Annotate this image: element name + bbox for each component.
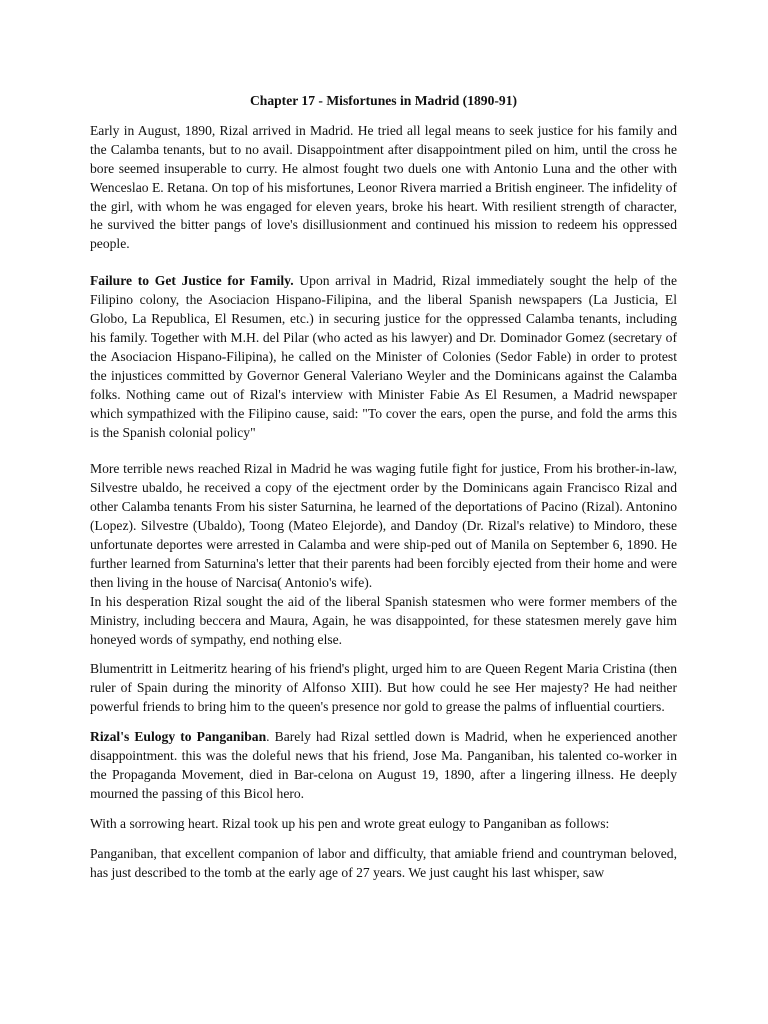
paragraph-eulogy [90, 728, 677, 804]
paragraph-text: In his desperation Rizal sought the aid of the liberal Spanish statesmen who were former members of the Ministry, including beccera and Maura, Again, he was disappointed, for these statesmen merely gave him honeyed words of sympathy, end nothing else. [90, 593, 677, 647]
paragraph-intro [90, 122, 677, 254]
paragraph-text: Early in August, 1890, Rizal arrived in Madrid. He tried all legal means to seek justice for his family and the Calamba tenants, but to no avail. Disappointment after disappointment piled on him, until the cross he bore seemed insuperable to curry. He almost fought two duels one with Antonio Luna and the other with Wenceslao E. Retana. On top of his misfortunes, Leonor Rivera married a British engineer. The infidelity of the girl, with whom he was engaged for eleven years, broke his heart. With resilient strength of character, he survived the bitter pangs of love's disillusionment and continued his mission to redeem his oppressed people. [90, 122, 677, 252]
paragraph-text: With a sorrowing heart. Rizal took up his pen and wrote great eulogy to Panganiban as follows: [90, 815, 610, 831]
section-heading-failure-justice: Failure to Get Justice for Family. [90, 273, 294, 289]
paragraph-text: . Barely had Rizal settled down is Madrid, when he experienced another disappointment. this was the doleful news that his friend, Jose Ma. Panganiban, his talented co-worker in the Propaganda Movement, died in Bar-celona on August 19, 1890, after a lingering illness. He deeply mourned the passing of this Bicol hero. [90, 729, 677, 801]
paragraph-terrible-news [90, 460, 677, 592]
section-heading-eulogy: Rizal's Eulogy to Panganiban [90, 729, 267, 745]
paragraph-text: Blumentritt in Leitmeritz hearing of his friend's plight, urged him to are Queen Regent Maria Cristina (then ruler of Spain during the minority of Alfonso XIII). But how could he see Her majesty? He had neither powerful friends to bring him to the queen's presence nor gold to grease the palms of influential courtiers. [90, 661, 677, 715]
paragraph-failure-justice [90, 272, 677, 442]
chapter-title: Chapter 17 - Misfortunes in Madrid (1890-91) [249, 93, 518, 108]
paragraph-sorrowing-heart [90, 815, 677, 834]
document-page [90, 92, 677, 883]
paragraph-eulogy-quote [90, 845, 677, 883]
paragraph-text: Panganiban, that excellent companion of labor and difficulty, that amiable friend and countryman beloved, has just described to the tomb at the early age of 27 years. We just caught his last whisper, saw [90, 845, 677, 880]
paragraph-blumentritt [90, 660, 677, 717]
paragraph-text: More terrible news reached Rizal in Madrid he was waging futile fight for justice, From his brother-in-law, Silvestre ubaldo, he received a copy of the ejectment order by the Dominicans again Francisco Rizal and other Calamba tenants From his sister Saturnina, he learned of the deportations of Pacino (Rizal). Antonino (Lopez). Silvestre (Ubaldo), Toong (Mateo Elejorde), and Dandoy (Dr. Rizal's relative) to Mindoro, these unfortunate deportes were arrested in Calamba and were ship-ped out of Manila on September 6, 1890. He further learned from Saturnina's letter that their parents had been forcibly ejected from their home and were then living in the house of Narcisa( Antonio's wife). [90, 461, 677, 590]
paragraph-desperation [90, 593, 677, 650]
paragraph-text: Upon arrival in Madrid, Rizal immediately sought the help of the Filipino colony, the Asociacion Hispano-Filipina, and the liberal Spanish newspapers (La Justicia, El Globo, La Republica, El Resumen, etc.) in securing justice for the oppressed Calamba tenants, including his family. Together with M.H. del Pilar (who acted as his lawyer) and Dr. Dominador Gomez (secretary of the Asociacion Hispano-Filipina), he called on the Minister of Colonies (Sedor Fable) in order to protest the injustices committed by Governor General Valeriano Weyler and the Dominicans against the Calamba folks. Nothing came out of Rizal's interview with Minister Fabie As El Resumen, a Madrid newspaper which sympathized with the Filipino cause, said: "To cover the ears, open the purse, and fold the arms this is the Spanish colonial policy" [90, 273, 677, 440]
